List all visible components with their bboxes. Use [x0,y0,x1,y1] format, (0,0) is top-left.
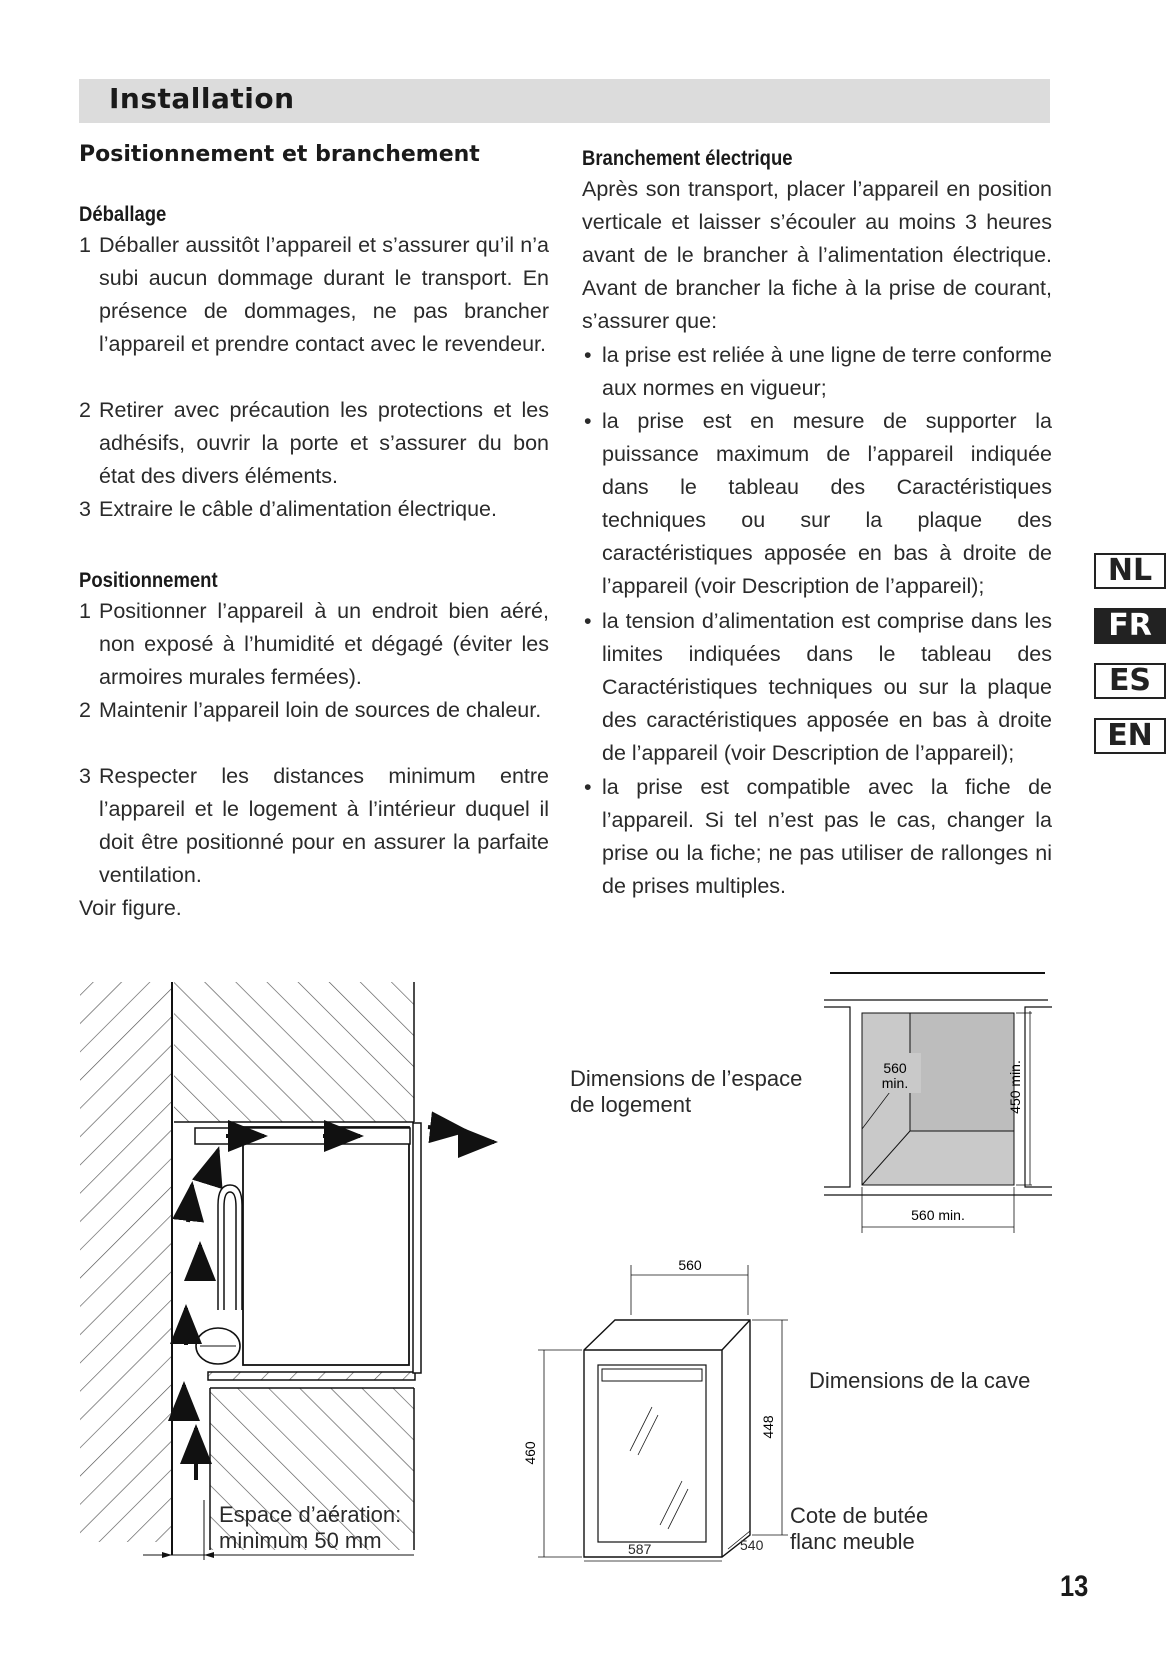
wall-hatch [80,982,172,1542]
housing-depth-label: 560 [883,1060,907,1076]
list-item: 3 Extraire le câble d’alimentation électrique. [79,497,497,521]
positioning-heading: Positionnement [79,569,218,592]
bullet-icon: • [584,343,592,367]
bullet-icon: • [584,609,592,633]
page-number: 13 [1060,1570,1089,1603]
list-item: • la prise est reliée à une ligne de terre conforme aux normes en vigueur; [582,339,1052,405]
airflow-arrow [188,1185,192,1222]
appliance-door [413,1123,421,1373]
housing-width-label: 560 min. [911,1207,965,1223]
housing-depth-unit: min. [881,1075,909,1091]
appliance-body [243,1127,409,1365]
cellar-diagram [520,1255,810,1565]
lang-tab-fr[interactable]: FR [1094,608,1166,644]
list-item: • la tension d’alimentation est comprise dans les limites indiquées dans le tableau des Caractéristiques techniques ou sur la plaque des caractéristiques apposée en bas à droite de l’appareil (voir Description de l’appareil); [582,605,1052,770]
door-handle [602,1369,702,1381]
cellar-depth: 540 [740,1537,764,1553]
list-item: 2 Retirer avec précaution les protections et les adhésifs, ouvrir la porte et s’assurer du bon état des divers éléments. [79,398,549,488]
airflow-arrow [208,1150,218,1182]
list-item: • la prise est compatible avec la fiche de l’appareil. Si tel n’est pas le cas, changer la prise ou la fiche; ne pas utiliser de rallonges ni de prises multiples. [582,771,1052,903]
ventilation-label: Espace d’aération: minimum 50 mm [219,1502,402,1553]
list-item: 3 Respecter les distances minimum entre l’appareil et le logement à l’intérieur duquel il doit être positionné pour en assurer la parfaite ventilation. [79,764,549,887]
housing-height-label: 450 min. [1007,1060,1023,1114]
lang-tab-nl[interactable]: NL [1094,553,1166,589]
lang-tab-en[interactable]: EN [1094,718,1166,754]
list-item: 1 Déballer aussitôt l’appareil et s’assurer qu’il n’a subi aucun dommage durant le transport. En présence de dommages, ne pas brancher l’appareil et prendre contact avec le revendeur. [79,233,549,356]
cabinet-top-hatch [174,982,414,1122]
housing-label: Dimensions de l’espace de logement [570,1066,803,1117]
stop-label: Cote de butée flanc meuble [790,1503,929,1554]
cellar-height-left: 460 [522,1441,538,1465]
cellar-height-right: 448 [760,1415,776,1439]
list-item: 2 Maintenir l’appareil loin de sources de chaleur. [79,698,542,722]
bullet-icon: • [584,409,592,433]
header-title: Installation [109,82,295,115]
cellar-bottom-width: 587 [628,1541,652,1557]
list-item: • la prise est en mesure de supporter la puissance maximum de l’appareil indiquée dans le tableau des Caractéristiques techniques ou sur la plaque des caractéristiques apposée en bas à droite de l’appareil (voir Description de l’appareil); [582,405,1052,603]
unpacking-heading: Déballage [79,203,167,226]
list-item: 1 Positionner l’appareil à un endroit bien aéré, non exposé à l’humidité et dégagé (éviter les armoires murales fermées). [79,599,549,689]
see-figure-note: Voir figure. [79,896,182,920]
bullet-icon: • [584,775,592,799]
electrical-intro: Après son transport, placer l’appareil en position verticale et laisser s’écouler au moins 3 heures avant de le brancher à l’alimentation électrique. Avant de brancher la fiche à la prise de courant, s’assurer que: [582,177,1052,333]
electrical-heading: Branchement électrique [582,147,793,170]
airflow-arrow [428,1127,466,1131]
section-title: Positionnement et branchement [79,142,480,167]
housing-diagram [820,965,1060,1235]
cellar-label: Dimensions de la cave [809,1368,1031,1393]
lang-tab-es[interactable]: ES [1094,663,1166,699]
cellar-top-width: 560 [678,1257,702,1273]
